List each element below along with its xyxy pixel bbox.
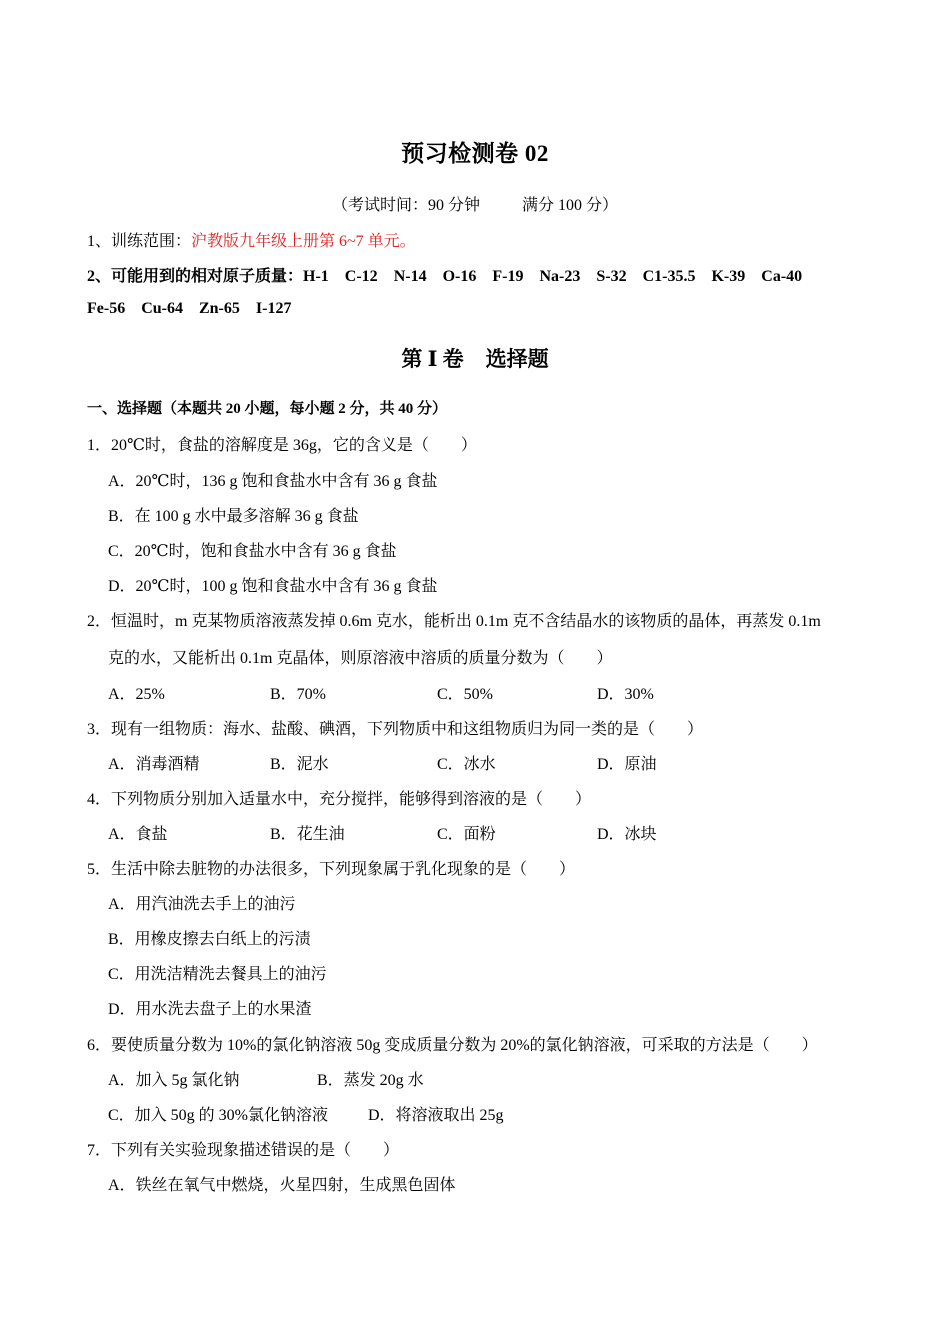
atomic-mass-item: C-12 <box>344 268 378 285</box>
question-3-option-c: C．冰水 <box>437 756 496 773</box>
section-part: 第 Ⅰ 卷 <box>401 347 464 371</box>
atomic-mass-item: F-19 <box>492 268 524 285</box>
question-6-option-c: C．加入 50g 的 30%氯化钠溶液 <box>108 1107 329 1124</box>
question-5-option-a: A．用汽油洗去手上的油污 <box>108 896 296 913</box>
note-training-range-value: 沪教版九年级上册第 6~7 单元。 <box>191 233 416 250</box>
question-4-option-b: B．花生油 <box>270 826 345 843</box>
atomic-mass-item: S-32 <box>596 268 627 285</box>
question-3-option-d: D．原油 <box>597 756 657 773</box>
question-1-option-a: A．20℃时，136 g 饱和食盐水中含有 36 g 食盐 <box>108 473 438 490</box>
atomic-mass-item: O-16 <box>442 268 477 285</box>
question-5-option-d: D．用水洗去盘子上的水果渣 <box>108 1001 312 1018</box>
exam-score: 满分 100 分） <box>522 197 619 214</box>
question-3-option-b: B．泥水 <box>270 756 329 773</box>
note-atomic-masses <box>87 263 818 286</box>
question-1-stem: 1．20℃时，食盐的溶解度是 36g，它的含义是（ ） <box>87 437 477 454</box>
question-5-stem: 5．生活中除去脏物的办法很多，下列现象属于乳化现象的是（ ） <box>87 861 576 878</box>
question-5-option-c: C．用洗洁精洗去餐具上的油污 <box>108 966 327 983</box>
atomic-mass-item: Cu-64 <box>141 300 183 317</box>
section-title <box>0 343 950 373</box>
question-3-option-a: A．消毒酒精 <box>108 756 200 773</box>
question-1-option-c: C．20℃时，饱和食盐水中含有 36 g 食盐 <box>108 543 397 560</box>
atomic-mass-item: Zn-65 <box>198 300 240 317</box>
question-5-option-b: B．用橡皮擦去白纸上的污渍 <box>108 931 311 948</box>
question-6-option-a: A．加入 5g 氯化钠 <box>108 1072 240 1089</box>
question-4-option-a: A．食盐 <box>108 826 168 843</box>
note-atomic-masses-continued <box>87 300 307 318</box>
question-4-option-d: D．冰块 <box>597 826 657 843</box>
atomic-mass-item: I-127 <box>255 300 292 317</box>
question-2-option-a: A．25% <box>108 686 165 703</box>
question-6-option-d: D．将溶液取出 25g <box>368 1107 504 1124</box>
exam-time: （考试时间：90 分钟 <box>331 197 480 214</box>
question-6-option-b: B．蒸发 20g 水 <box>317 1072 424 1089</box>
question-7-option-a: A．铁丝在氧气中燃烧，火星四射，生成黑色固体 <box>108 1177 456 1194</box>
question-4-stem: 4．下列物质分别加入适量水中，充分搅拌，能够得到溶液的是（ ） <box>87 791 592 808</box>
atomic-masses-label: 2、可能用到的相对原子质量： <box>87 268 304 285</box>
exam-info <box>0 192 950 215</box>
note-training-range-label: 1、训练范围： <box>87 233 192 250</box>
atomic-mass-item: H-1 <box>303 268 329 285</box>
note-training-range <box>87 228 416 251</box>
question-6-stem: 6．要使质量分数为 10%的氯化钠溶液 50g 变成质量分数为 20%的氯化钠溶液，可采取的方法是（ ） <box>87 1037 818 1054</box>
question-3-stem: 3．现有一组物质：海水、盐酸、碘酒，下列物质中和这组物质归为同一类的是（ ） <box>87 721 704 738</box>
atomic-mass-item: C1-35.5 <box>642 268 696 285</box>
question-2-option-b: B．70% <box>270 686 327 703</box>
question-4-option-c: C．面粉 <box>437 826 496 843</box>
document-title: 预习检测卷 02 <box>401 141 549 166</box>
question-1-option-b: B．在 100 g 水中最多溶解 36 g 食盐 <box>108 508 359 525</box>
question-2-stem: 2．恒温时，m 克某物质溶液蒸发掉 0.6m 克水，能析出 0.1m 克不含结晶水的该物质的晶体，再蒸发 0.1m <box>87 613 821 630</box>
atomic-mass-item: K-39 <box>711 268 746 285</box>
question-1-option-d: D．20℃时，100 g 饱和食盐水中含有 36 g 食盐 <box>108 578 438 595</box>
atomic-mass-item: Fe-56 <box>87 300 126 317</box>
section-name: 选择题 <box>485 347 549 371</box>
question-2-option-c: C．50% <box>437 686 494 703</box>
question-7-stem: 7．下列有关实验现象描述错误的是（ ） <box>87 1142 400 1159</box>
section-header: 一、选择题（本题共 20 小题，每小题 2 分，共 40 分） <box>87 401 448 417</box>
atomic-mass-item: N-14 <box>393 268 427 285</box>
question-2-option-d: D．30% <box>597 686 654 703</box>
atomic-mass-item: Ca-40 <box>761 268 803 285</box>
question-2-stem-continued: 克的水，又能析出 0.1m 克晶体，则原溶液中溶质的质量分数为（ ） <box>108 650 613 667</box>
atomic-mass-item: Na-23 <box>539 268 581 285</box>
